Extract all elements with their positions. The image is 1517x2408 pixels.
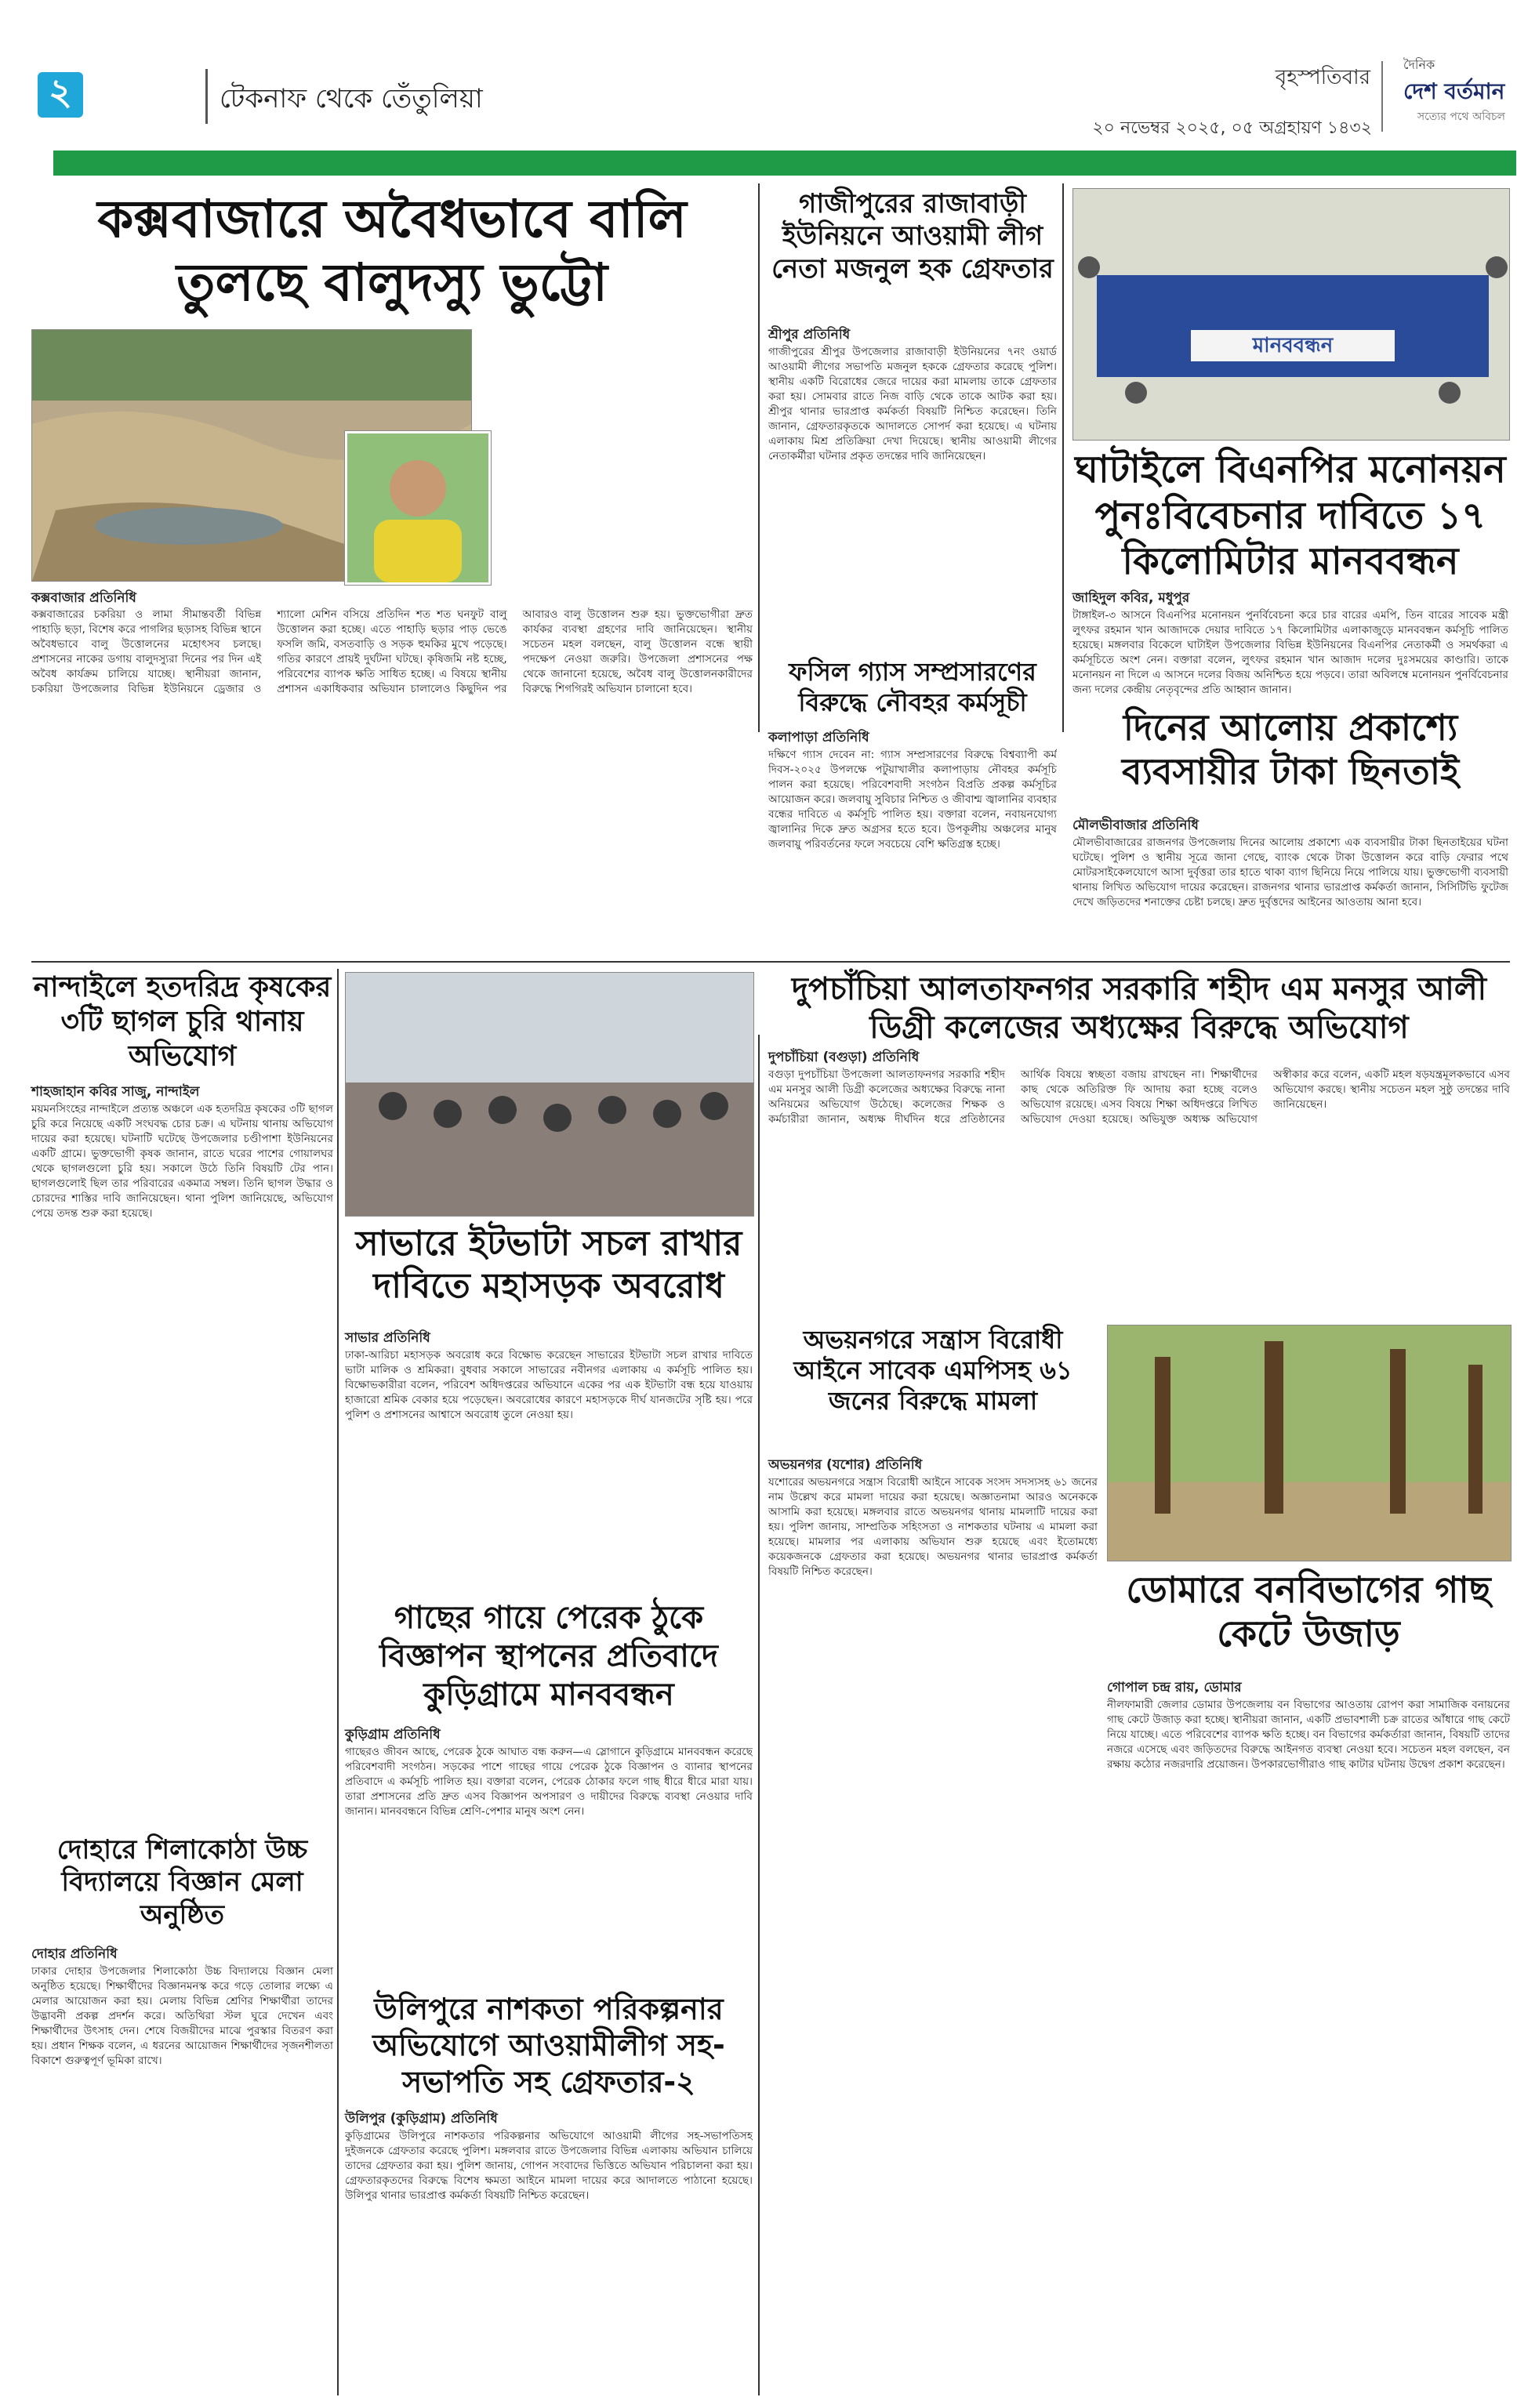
story-headline: ঘাটাইলে বিএনপির মনোনয়ন পুনঃবিবেচনার দাবিতে ১৭ কিলোমিটার মানববন্ধন: [1075, 448, 1506, 584]
story-headline: অভয়নগরে সন্ত্রাস বিরোধী আইনে সাবেক এমপিসহ ৬১ জনের বিরুদ্ধে মামলা: [793, 1325, 1072, 1416]
story-body: দক্ষিণে গ্যাস দেবেন না: গ্যাস সম্প্রসারণের বিরুদ্ধে বিশ্বব্যাপী কর্ম দিবস-২০২৫ উপলক্ষে পটুয়াখালীর কলাপাড়ায় নৌবহর কর্মসূচি পালন করা হয়েছে। পরিবেশবাদী সংগঠন বিপ্রতি প্রকল্প কর্মসূচির আয়োজন করে। জলবায়ু সুবিচার নিশ্চিত ও জীবাশ্ম জ্বালানির ব্যবহার বন্ধের দাবিতে এ কর্মসূচি পালিত হয়। বক্তারা বলেন, নবায়নযোগ্য জ্বালানির দিকে দ্রুত অগ্রসর হতে হবে। উপকূলীয় অঞ্চলের মানুষ জলবায়ু পরিবর্তনের ফলে সবচেয়ে বেশি ক্ষতিগ্রস্ত হচ্ছে।: [768, 749, 1057, 850]
story-byline: উলিপুর (কুড়িগ্রাম) প্রতিনিধি: [345, 2111, 498, 2127]
logo-prefix: দৈনিক: [1403, 57, 1435, 72]
tree-cutting-photo: [1108, 1325, 1511, 1561]
banner-text: মানববন্ধন: [1252, 334, 1334, 357]
story-byline: গোপাল চন্দ্র রায়, ডোমার: [1107, 1680, 1242, 1695]
section-title: টেকনাফ থেকে তেঁতুলিয়া: [220, 83, 483, 114]
story-photo: [1107, 1325, 1512, 1561]
story-byline: কুড়িগ্রাম প্রতিনিধি: [345, 1727, 441, 1743]
story-headline: গাজীপুরের রাজাবাড়ী ইউনিয়নে আওয়ামী লীগ নেতা মজনুল হক গ্রেফতার: [771, 188, 1054, 285]
story-headline: ফসিল গ্যাস সম্প্রসারণের বিরুদ্ধে নৌবহর কর্মসূচী: [789, 657, 1036, 718]
header-divider-right: [1381, 61, 1383, 132]
page-number: ২: [38, 72, 83, 118]
header-divider: [205, 69, 208, 124]
column-rule: [758, 1035, 760, 2395]
person-photo: [345, 431, 491, 585]
story-headline: দুপচাঁচিয়া আলতাফনগর সরকারি শহীদ এম মনসুর আলী ডিগ্রী কলেজের অধ্যক্ষের বিরুদ্ধে অভিযোগ: [791, 971, 1487, 1046]
column-rule: [1062, 183, 1064, 732]
story-headline: দিনের আলোয় প্রকাশ্যে ব্যবসায়ীর টাকা ছিনতাই: [1121, 706, 1460, 793]
story-byline: অভয়নগর (যশোর) প্রতিনিধি: [768, 1457, 923, 1473]
story-body: কুড়িগ্রামের উলিপুরে নাশকতার পরিকল্পনার অভিযোগে আওয়ামী লীগের সহ-সভাপতিসহ দুইজনকে গ্রেফতার করেছে পুলিশ। মঙ্গলবার রাতে উপজেলার বিভিন্ন এলাকায় অভিযান চালিয়ে তাদের গ্রেফতার করা হয়। পুলিশ জানায়, গোপন সংবাদের ভিত্তিতে অভিযান পরিচালনা করা হয়। গ্রেফতারকৃতদের বিরুদ্ধে বিশেষ ক্ষমতা আইনে মামলা দায়ের করে আদালতে পাঠানো হয়েছে। উলিপুর থানার ভারপ্রাপ্ত কর্মকর্তা বিষয়টি নিশ্চিত করেছেন।: [345, 2130, 753, 2202]
story-byline: দুপচাঁচিয়া (বগুড়া) প্রতিনিধি: [768, 1050, 920, 1065]
newspaper-logo: [1403, 55, 1505, 141]
story-body: গাজীপুরের শ্রীপুর উপজেলার রাজাবাড়ী ইউনিয়নের ৭নং ওয়ার্ড আওয়ামী লীগের সভাপতি মজনুল হককে গ্রেফতার করেছে পুলিশ। স্থানীয় একটি বিরোধের জেরে দায়ের করা মামলায় তাকে গ্রেফতার করা হয়। সোমবার রাতে নিজ বাড়ি থেকে তাকে আটক করা হয়। শ্রীপুর থানার ভারপ্রাপ্ত কর্মকর্তা বিষয়টি নিশ্চিত করেছেন। তিনি জানান, গ্রেফতারকৃতকে আদালতে সোপর্দ করা হয়েছে। এ ঘটনায় এলাকায় মিশ্র প্রতিক্রিয়া দেখা দিয়েছে। স্থানীয় আওয়ামী লীগের নেতাকর্মীরা ঘটনার প্রকৃত তদন্তের দাবি জানিয়েছেন।: [768, 346, 1057, 462]
header-green-bar: [53, 150, 1516, 176]
story-byline: দোহার প্রতিনিধি: [31, 1946, 118, 1962]
issue-date: ২০ নভেম্বর ২০২৫, ০৫ অগ্রহায়ণ ১৪৩২: [1092, 118, 1372, 138]
story-body: কক্সবাজারের চকরিয়া ও লামা সীমান্তবর্তী বিভিন্ন পাহাড়ি ছড়া, বিশেষ করে পাগলির ছড়াসহ বিভিন্ন স্থানে অবৈধভাবে বালু উত্তোলনের মহোৎসব চলছে। প্রশাসনের নাকের ডগায় বালুদস্যুরা দিনের পর দিন এই অবৈধ কার্যক্রম চালিয়ে যাচ্ছে। স্থানীয়রা জানান, চকরিয়া উপজেলার বিভিন্ন ইউনিয়নে ড্রেজার ও শ্যালো মেশিন বসিয়ে প্রতিদিন শত শত ঘনফুট বালু উত্তোলন করা হচ্ছে। এতে পাহাড়ি ছড়ার পাড় ভেঙে ফসলি জমি, বসতবাড়ি ও সড়ক হুমকির মুখে পড়েছে। গতির কারণে প্রায়ই দুর্ঘটনা ঘটছে। কৃষিজমি নষ্ট হচ্ছে, পরিবেশের ব্যাপক ক্ষতি সাধিত হচ্ছে। এ বিষয়ে স্থানীয় প্রশাসন একাধিকবার অভিযান চালালেও কিছুদিন পর আবারও বালু উত্তোলন শুরু হয়। ভুক্তভোগীরা দ্রুত কার্যকর ব্যবস্থা গ্রহণের দাবি জানিয়েছেন। স্থানীয় সচেতন মহল বলছেন, বালু উত্তোলন বন্ধে স্থায়ী পদক্ষেপ নেওয়া জরুরি। উপজেলা প্রশাসনের পক্ষ থেকে জানানো হয়েছে, অবৈধ বালু উত্তোলনকারীদের বিরুদ্ধে শিগগিরই অভিযান চালানো হবে।: [31, 608, 753, 695]
story-byline: শাহজাহান কবির সাজু, নান্দাইল: [31, 1084, 200, 1100]
story-headline: দোহারে শিলাকোঠা উচ্চ বিদ্যালয়ে বিজ্ঞান মেলা অনুষ্ঠিত: [56, 1834, 308, 1931]
row-rule: [31, 961, 1510, 963]
story-photo: [345, 972, 754, 1217]
story-byline: শ্রীপুর প্রতিনিধি: [768, 327, 851, 343]
story-headline: ডোমারে বনবিভাগের গাছ কেটে উজাড়: [1126, 1568, 1491, 1656]
story-byline: মৌলভীবাজার প্রতিনিধি: [1072, 818, 1199, 833]
story-byline: কলাপাড়া প্রতিনিধি: [768, 730, 869, 745]
story-byline: জাহিদুল কবির, মধুপুর: [1072, 590, 1190, 606]
story-photo: [1072, 188, 1510, 441]
column-rule: [758, 183, 760, 732]
road-blockade-photo: [346, 973, 753, 1216]
story-body: ঢাকার দোহার উপজেলার শিলাকোঠা উচ্চ বিদ্যালয়ে বিজ্ঞান মেলা অনুষ্ঠিত হয়েছে। শিক্ষার্থীদের বিজ্ঞানমনস্ক করে গড়ে তোলার লক্ষ্যে এ মেলার আয়োজন করা হয়। মেলায় বিভিন্ন শ্রেণির শিক্ষার্থীরা তাদের উদ্ভাবনী প্রকল্প প্রদর্শন করে। অতিথিরা স্টল ঘুরে দেখেন এবং শিক্ষার্থীদের উৎসাহ দেন। শেষে বিজয়ীদের মাঝে পুরস্কার বিতরণ করা হয়। প্রধান শিক্ষক বলেন, এ ধরনের আয়োজন শিক্ষার্থীদের সৃজনশীলতা বিকাশে গুরুত্বপূর্ণ ভূমিকা রাখে।: [31, 1965, 333, 2067]
human-chain-photo: [1073, 189, 1509, 440]
story-headline: কক্সবাজারে অবৈধভাবে বালি তুলছে বালুদস্যু ভুট্টো: [97, 189, 687, 313]
story-body: ময়মনসিংহের নান্দাইলে প্রত্যন্ত অঞ্চলে এক হতদরিদ্র কৃষকের ৩টি ছাগল চুরি করে নিয়েছে একটি সংঘবদ্ধ চোর চক্র। এ ঘটনায় থানায় অভিযোগ দায়ের করা হয়েছে। ঘটনাটি ঘটেছে উপজেলার চণ্ডীপাশা ইউনিয়নের একটি গ্রামে। ভুক্তভোগী কৃষক জানান, রাতে ঘরের পাশের গোয়ালঘর থেকে ছাগলগুলো চুরি হয়। সকালে উঠে তিনি বিষয়টি টের পান। ছাগলগুলোই ছিল তার পরিবারের একমাত্র সম্বল। তিনি ছাগল উদ্ধার ও চোরদের শাস্তির দাবি জানিয়েছেন। থানা পুলিশ জানিয়েছে, অভিযোগ পেয়ে তদন্ত শুরু করা হয়েছে।: [31, 1103, 333, 1220]
story-body: যশোরের অভয়নগরে সন্ত্রাস বিরোধী আইনে সাবেক সংসদ সদস্যসহ ৬১ জনের নাম উল্লেখ করে মামলা দায়ের করা হয়েছে। অজ্ঞাতনামা আরও অনেককে আসামি করা হয়েছে। মঙ্গলবার রাতে অভয়নগর থানায় মামলাটি দায়ের করা হয়। পুলিশ জানায়, সাম্প্রতিক সহিংসতা ও নাশকতার ঘটনায় এ মামলা করা হয়েছে। মামলার পর এলাকায় অভিযান শুরু হয়েছে এবং ইতোমধ্যে কয়েকজনকে গ্রেফতার করা হয়েছে। অভয়নগর থানার ভারপ্রাপ্ত কর্মকর্তা বিষয়টি নিশ্চিত করেছেন।: [768, 1476, 1098, 1578]
story-byline: কক্সবাজার প্রতিনিধি: [31, 590, 136, 606]
column-rule: [337, 969, 339, 2395]
story-body: বগুড়া দুপচাঁচিয়া উপজেলা আলতাফনগর সরকারি শহীদ এম মনসুর আলী ডিগ্রী কলেজের অধ্যক্ষের বিরুদ্ধে নানা অনিয়মের অভিযোগ উঠেছে। কলেজের শিক্ষক ও কর্মচারীরা জানান, অধ্যক্ষ দীর্ঘদিন ধরে প্রতিষ্ঠানের আর্থিক বিষয়ে স্বচ্ছতা বজায় রাখছেন না। শিক্ষার্থীদের কাছ থেকে অতিরিক্ত ফি আদায় করা হচ্ছে বলেও অভিযোগ রয়েছে। এসব বিষয়ে শিক্ষা অধিদপ্তরে লিখিত অভিযোগ দেওয়া হয়েছে। অভিযুক্ত অধ্যক্ষ অভিযোগ অস্বীকার করে বলেন, একটি মহল ষড়যন্ত্রমূলকভাবে এসব অভিযোগ করছে। স্থানীয় সচেতন মহল সুষ্ঠু তদন্তের দাবি জানিয়েছেন।: [768, 1068, 1510, 1126]
issue-day: বৃহস্পতিবার: [1275, 66, 1370, 89]
logo-tagline: সত্যের পথে অবিচল: [1417, 111, 1505, 123]
story-body: মৌলভীবাজারের রাজনগর উপজেলায় দিনের আলোয় প্রকাশ্যে এক ব্যবসায়ীর টাকা ছিনতাইয়ের ঘটনা ঘটেছে। পুলিশ ও স্থানীয় সূত্রে জানা গেছে, ব্যাংক থেকে টাকা উত্তোলন করে বাড়ি ফেরার পথে মোটরসাইকেলযোগে আসা দুর্বৃত্তরা তার হাতে থাকা ব্যাগ ছিনিয়ে নিয়ে পালিয়ে যায়। ভুক্তভোগী ব্যবসায়ী থানায় লিখিত অভিযোগ দায়ের করেছেন। রাজনগর থানার ভারপ্রাপ্ত কর্মকর্তা জানান, সিসিটিভি ফুটেজ দেখে জড়িতদের শনাক্তের চেষ্টা চলছে। দ্রুত দুর্বৃত্তদের আইনের আওতায় আনা হবে।: [1072, 836, 1508, 908]
story-body: গাছেরও জীবন আছে, পেরেক ঠুকে আঘাত বন্ধ করুন—এ স্লোগানে কুড়িগ্রামে মানববন্ধন করেছে পরিবেশবাদী সংগঠন। সড়কের পাশে গাছের গায়ে পেরেক ঠুকে বিজ্ঞাপন ও ব্যানার স্থাপনের প্রতিবাদে এ কর্মসূচি পালিত হয়। বক্তারা বলেন, পেরেক ঠোকার ফলে গাছ ধীরে ধীরে মারা যায়। তারা প্রশাসনের প্রতি দ্রুত এসব বিজ্ঞাপন অপসারণ ও দায়ীদের বিরুদ্ধে ব্যবস্থা নেওয়ার দাবি জানান। মানববন্ধনে বিভিন্ন শ্রেণি-পেশার মানুষ অংশ নেন।: [345, 1746, 753, 1818]
story-headline: উলিপুরে নাশকতা পরিকল্পনার অভিযোগে আওয়ামীলীগ সহ-সভাপতি সহ গ্রেফতার-২: [372, 1992, 725, 2099]
story-body: নীলফামারী জেলার ডোমার উপজেলায় বন বিভাগের আওতায় রোপণ করা সামাজিক বনায়নের গাছ কেটে উজাড় করা হচ্ছে। স্থানীয়রা জানান, একটি প্রভাবশালী চক্র রাতের আঁধারে গাছ কেটে নিয়ে যাচ্ছে। এতে পরিবেশের ব্যাপক ক্ষতি হচ্ছে। বন বিভাগের কর্মকর্তারা জানান, বিষয়টি তাদের নজরে এসেছে এবং জড়িতদের বিরুদ্ধে আইনগত ব্যবস্থা নেওয়া হবে। সচেতন মহল বলছেন, বন রক্ষায় কঠোর নজরদারি প্রয়োজন। উপকারভোগীরাও গাছ কাটার ঘটনায় উদ্বেগ প্রকাশ করেছেন।: [1107, 1699, 1510, 1771]
story-body: টাঙ্গাইল-৩ আসনে বিএনপির মনোনয়ন পুনর্বিবেচনা করে চার বারের এমপি, তিন বারের সাবেক মন্ত্রী লুৎফর রহমান খান আজাদকে দেয়ার দাবিতে ১৭ কিলোমিটার এলাকাজুড়ে মানববন্ধন কর্মসূচি পালিত হয়েছে। মঙ্গলবার বিকেলে ঘাটাইল উপজেলার বিভিন্ন ইউনিয়নের বিএনপির নেতাকর্মী ও সমর্থকরা এ কর্মসূচিতে অংশ নেন। বক্তারা বলেন, লুৎফর রহমান খান আজাদ দলের দুঃসময়ের কাণ্ডারি। তাকে মনোনয়ন না দিলে এ আসনে দলের বিজয় অনিশ্চিত হয়ে পড়বে। তারা অবিলম্বে মনোনয়ন পুনর্বিবেচনার জন্য দলের কেন্দ্রীয় নেতৃবৃন্দের প্রতি আহ্বান জানান।: [1072, 609, 1508, 696]
story-headline: নান্দাইলে হতদরিদ্র কৃষকের ৩টি ছাগল চুরি থানায় অভিযোগ: [33, 971, 332, 1072]
story-byline: সাভার প্রতিনিধি: [345, 1330, 430, 1346]
story-body: ঢাকা-আরিচা মহাসড়ক অবরোধ করে বিক্ষোভ করেছেন সাভারের ইটভাটা সচল রাখার দাবিতে ভাটা মালিক ও শ্রমিকরা। বুধবার সকালে সাভারের নবীনগর এলাকায় এ কর্মসূচি পালিত হয়। বিক্ষোভকারীরা বলেন, পরিবেশ অধিদপ্তরের অভিযানে একের পর এক ইটভাটা বন্ধ হয়ে যাওয়ায় হাজারো শ্রমিক বেকার হয়ে পড়েছেন। অবরোধের কারণে মহাসড়কে দীর্ঘ যানজটের সৃষ্টি হয়। পরে পুলিশ ও প্রশাসনের আশ্বাসে অবরোধ তুলে নেওয়া হয়।: [345, 1349, 753, 1421]
story-headline: গাছের গায়ে পেরেক ঠুকে বিজ্ঞাপন স্থাপনের প্রতিবাদে কুড়িগ্রামে মানববন্ধন: [379, 1600, 718, 1713]
logo-name: দেশ বর্তমান: [1403, 78, 1505, 104]
story-headline: সাভারে ইটভাটা সচল রাখার দাবিতে মহাসড়ক অবরোধ: [355, 1224, 742, 1306]
